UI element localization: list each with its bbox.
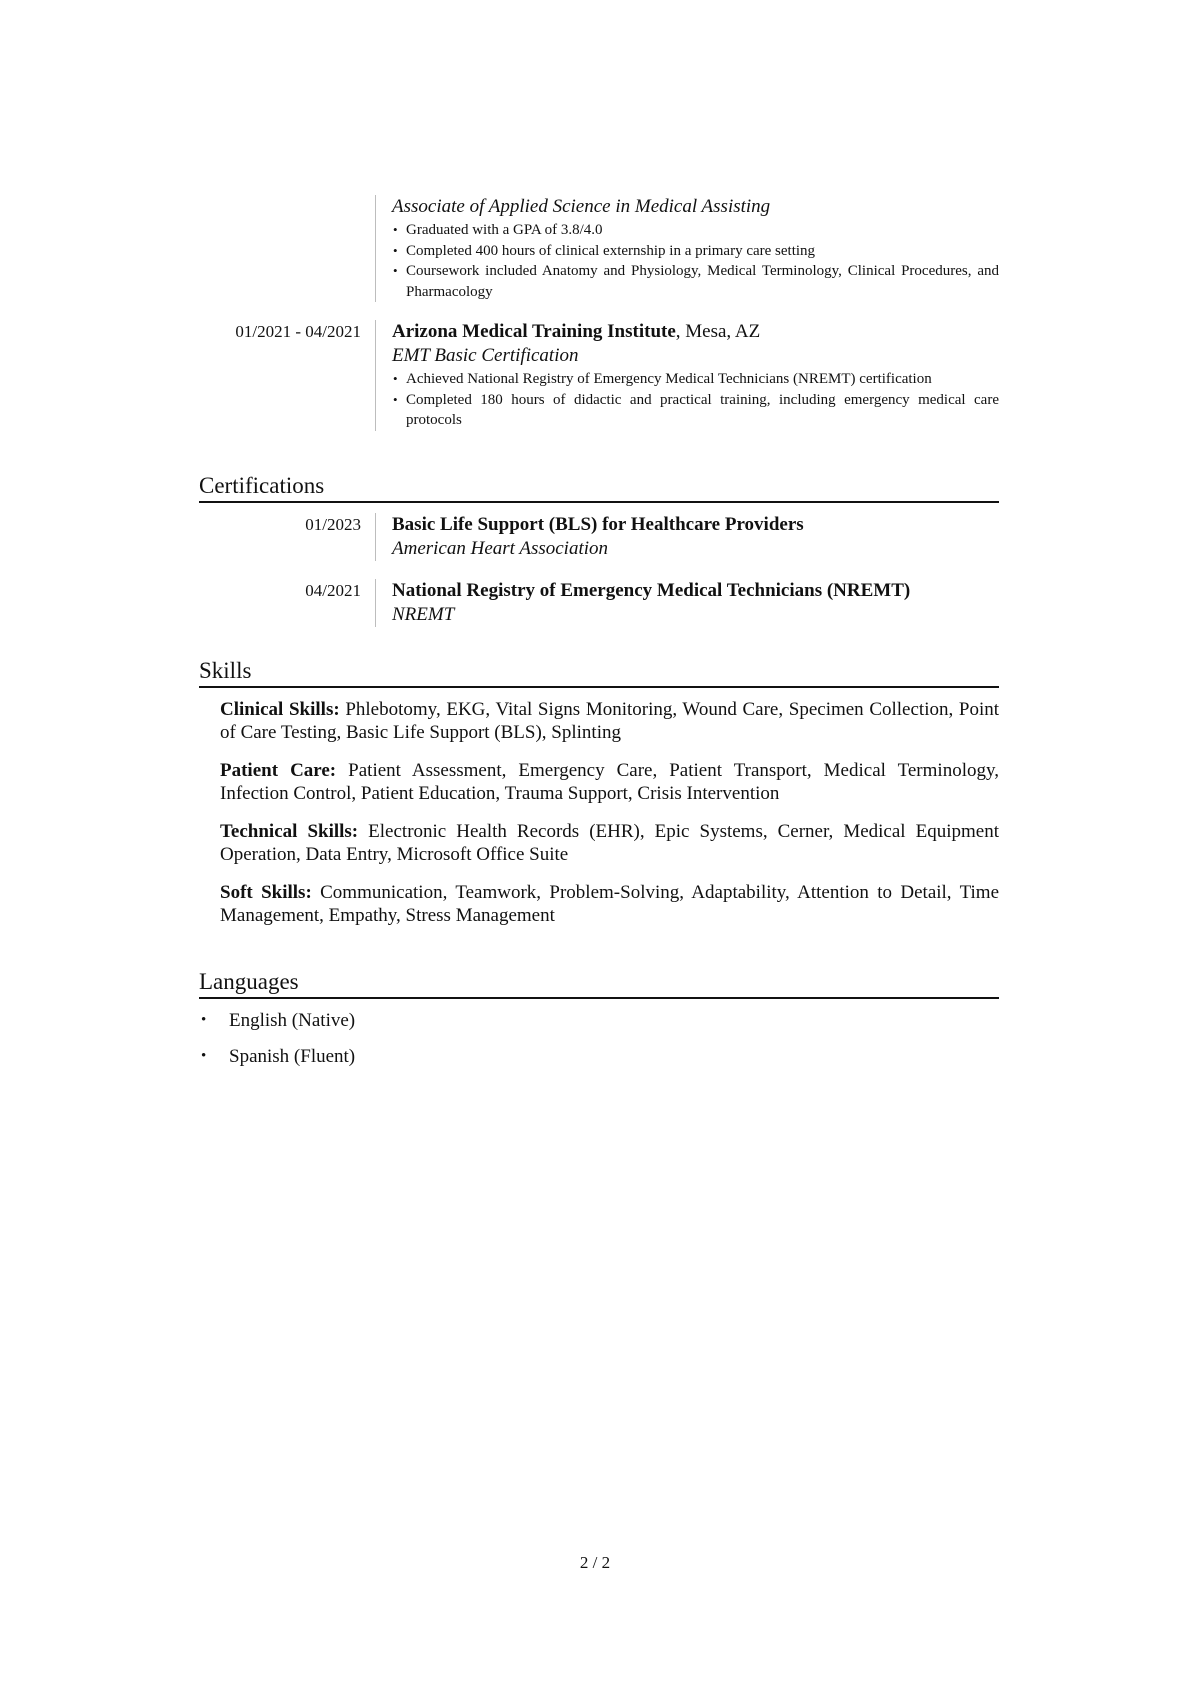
cert-body [375, 513, 999, 561]
skill-text: Communication, Teamwork, Problem-Solving, Adaptability, Attention to Detail, Time Management, Empathy, Stress Management [220, 881, 999, 926]
section-title: Certifications [199, 472, 999, 503]
section-title: Languages [199, 968, 999, 999]
cert-org: American Heart Association [392, 537, 609, 559]
degree-title: Associate of Applied Science in Medical Assisting [392, 196, 771, 217]
skill-label: Clinical Skills: [220, 698, 340, 720]
language-item: • English (Native) [199, 1009, 999, 1033]
degree-bullets [392, 220, 999, 302]
entry-body [375, 320, 999, 431]
bullet-item: • Completed 400 hours of clinical externship in a primary care setting [392, 241, 999, 262]
cert-date: 01/2023 [305, 514, 361, 534]
cert-name: Basic Life Support (BLS) for Healthcare Providers [392, 513, 804, 535]
degree-bullets [392, 369, 999, 431]
education-entry-continued [199, 195, 999, 302]
certification-entry [199, 513, 999, 561]
skill-group [220, 759, 999, 806]
certification-entry [199, 579, 999, 627]
entry-body [375, 195, 999, 302]
entry-date: 01/2021 - 04/2021 [235, 322, 361, 341]
skill-label: Soft Skills: [220, 881, 312, 903]
skill-group [220, 698, 999, 745]
languages-section [199, 968, 999, 1069]
cert-org: NREMT [392, 603, 455, 625]
bullet-item: • Graduated with a GPA of 3.8/4.0 [392, 220, 999, 241]
entry-date [199, 195, 375, 302]
skill-text: Electronic Health Records (EHR), Epic Systems, Cerner, Medical Equipment Operation, Data Entry, Microsoft Office Suite [220, 820, 999, 865]
skill-group [220, 820, 999, 867]
cert-body [375, 579, 999, 627]
bullet-item: • Achieved National Registry of Emergency Medical Technicians (NREMT) certification [392, 369, 999, 390]
resume-content [199, 195, 999, 1082]
degree-title: EMT Basic Certification [392, 345, 579, 366]
institution-line [392, 320, 999, 344]
skill-label: Patient Care: [220, 759, 337, 781]
skill-group [220, 881, 999, 928]
bullet-item: • Coursework included Anatomy and Physiology, Medical Terminology, Clinical Procedures, and Pharmacology [392, 261, 999, 302]
certifications-section [199, 472, 999, 627]
skills-section [199, 657, 999, 928]
cert-name: National Registry of Emergency Medical Technicians (NREMT) [392, 579, 911, 601]
education-entry [199, 320, 999, 431]
bullet-item: • Completed 180 hours of didactic and practical training, including emergency medical care protocols [392, 390, 999, 431]
skills-list [199, 698, 999, 928]
skill-text: Phlebotomy, EKG, Vital Signs Monitoring, Wound Care, Specimen Collection, Point of Care Testing, Basic Life Support (BLS), Splinting [220, 698, 1000, 743]
languages-list [199, 1009, 999, 1069]
institution-location: , Mesa, AZ [675, 321, 761, 342]
skill-text: Patient Assessment, Emergency Care, Patient Transport, Medical Terminology, Infection Control, Patient Education, Trauma Support, Crisis Intervention [220, 759, 999, 804]
cert-date: 04/2021 [305, 580, 361, 600]
language-item: • Spanish (Fluent) [199, 1045, 999, 1069]
institution-name: Arizona Medical Training Institute [392, 321, 676, 342]
section-title: Skills [199, 657, 999, 688]
page-number: 2 / 2 [579, 1553, 611, 1572]
skill-label: Technical Skills: [220, 820, 359, 842]
